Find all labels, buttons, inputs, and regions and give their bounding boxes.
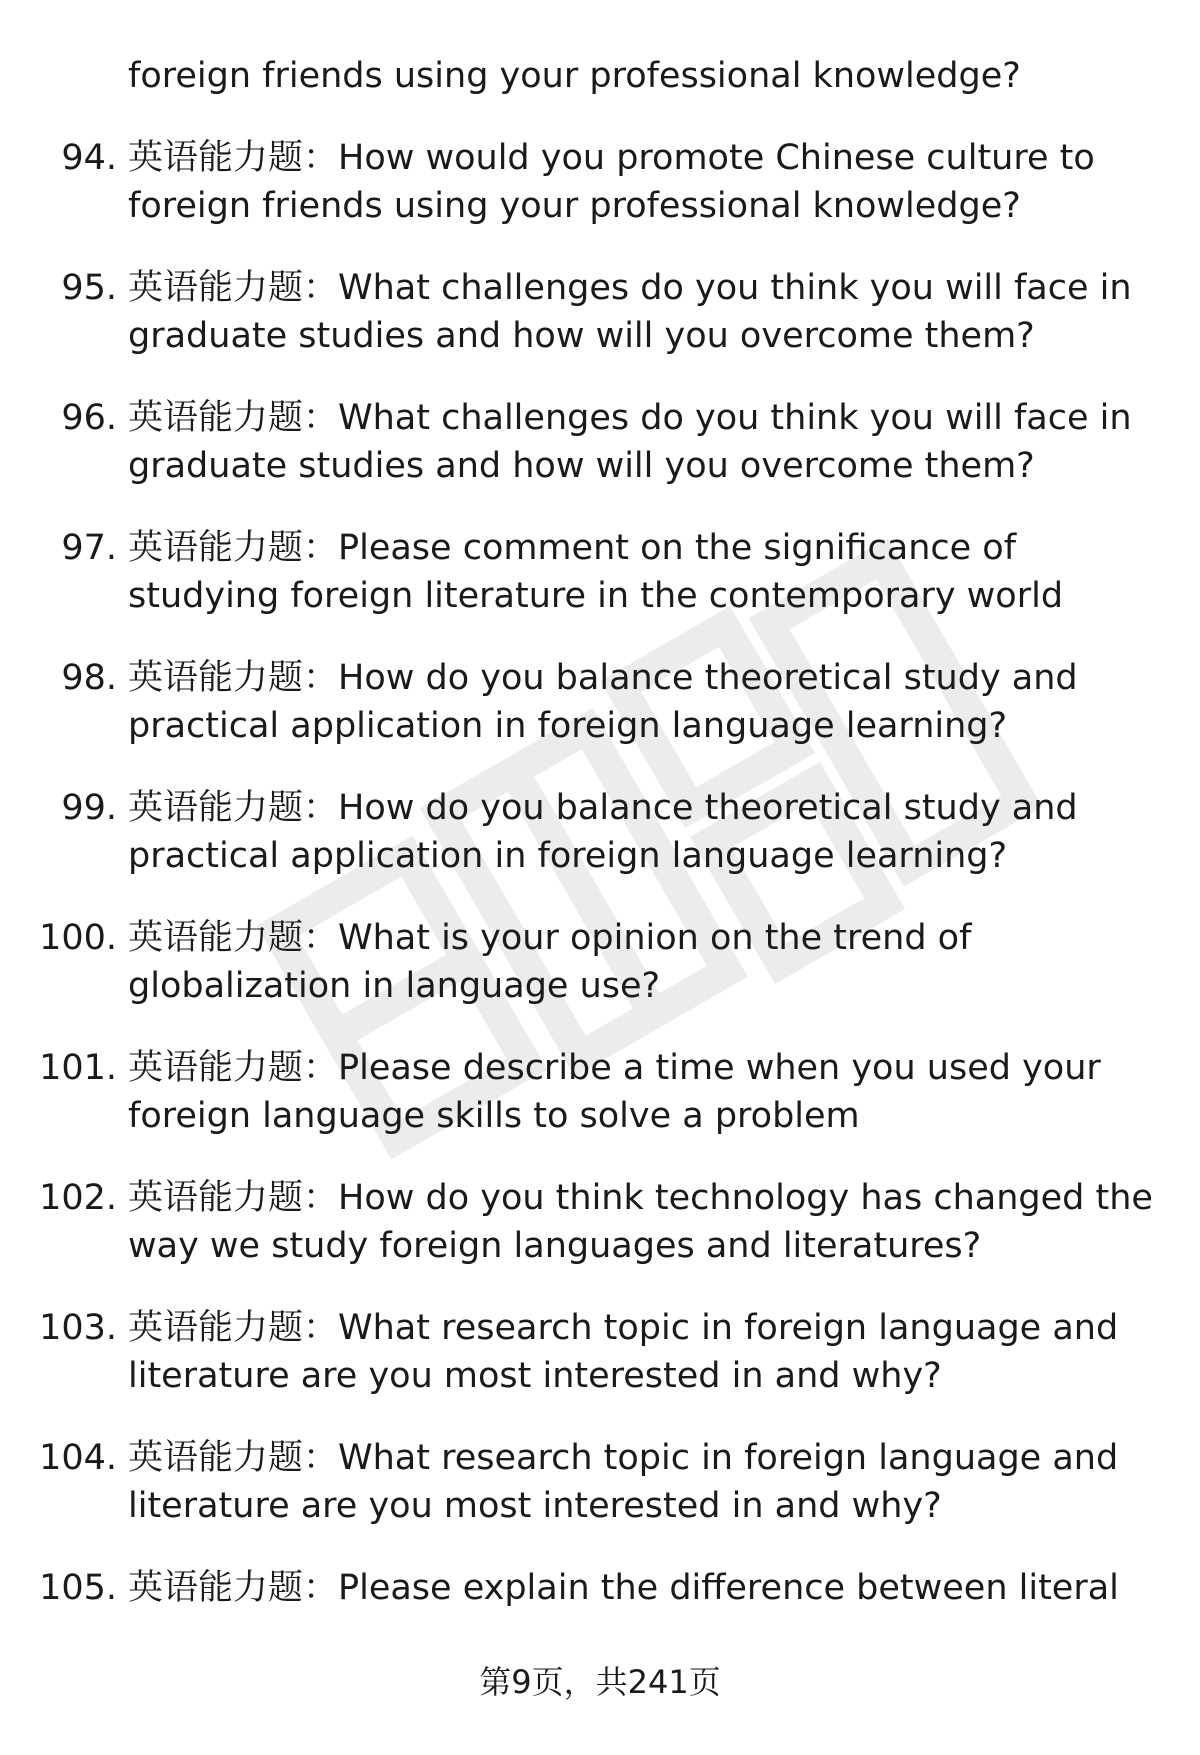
item-text-line: 英语能力题：How do you think technology has changed the [128, 1178, 1153, 1218]
item-number: 95. [61, 268, 117, 308]
list-item [0, 1304, 1200, 1400]
item-text [128, 784, 1173, 880]
item-number: 99. [61, 788, 117, 828]
item-text-line: 英语能力题：Please comment on the significance of [128, 528, 1017, 568]
item-text [128, 654, 1173, 750]
list-item [0, 134, 1200, 230]
item-text [128, 1434, 1173, 1530]
item-text [128, 914, 1173, 1010]
list-item [0, 914, 1200, 1010]
list-item [0, 524, 1200, 620]
question-list [0, 52, 1200, 1646]
item-text-line: 英语能力题：How do you balance theoretical study and [128, 658, 1078, 698]
list-item [0, 654, 1200, 750]
item-text [128, 1564, 1173, 1612]
item-text [128, 264, 1173, 360]
item-text-line: literature are you most interested in and why? [128, 1356, 942, 1396]
item-text-line: literature are you most interested in and why? [128, 1486, 942, 1526]
item-text [128, 1044, 1173, 1140]
item-text-line: practical application in foreign language learning? [128, 706, 1008, 746]
item-number: 104. [39, 1438, 117, 1478]
item-text-line: 英语能力题：Please explain the difference between literal [128, 1568, 1119, 1608]
item-text-line: 英语能力题：Please describe a time when you used your [128, 1048, 1101, 1088]
item-text-line: foreign friends using your professional knowledge? [128, 186, 1021, 226]
list-item [0, 1174, 1200, 1270]
item-text-line: 英语能力题：What challenges do you think you will face in [128, 268, 1132, 308]
item-text-line: 英语能力题：What is your opinion on the trend of [128, 918, 972, 958]
item-text [128, 134, 1173, 230]
item-text-line: way we study foreign languages and literatures? [128, 1226, 982, 1266]
item-text-line: studying foreign literature in the contemporary world [128, 576, 1064, 616]
list-item [0, 264, 1200, 360]
item-number: 96. [61, 398, 117, 438]
item-number: 102. [39, 1178, 117, 1218]
item-number: 103. [39, 1308, 117, 1348]
item-text-line: 英语能力题：What research topic in foreign language and [128, 1308, 1119, 1348]
list-item [0, 1564, 1200, 1612]
list-item [0, 1044, 1200, 1140]
item-text [128, 394, 1173, 490]
item-number: 105. [39, 1568, 117, 1608]
item-number: 101. [39, 1048, 117, 1088]
item-text-line: foreign language skills to solve a problem [128, 1096, 860, 1136]
item-text-line: practical application in foreign language learning? [128, 836, 1008, 876]
list-item [0, 1434, 1200, 1530]
page-footer: 第9页，共241页 [479, 1663, 721, 1701]
item-text-line: 英语能力题：How would you promote Chinese culture to [128, 138, 1095, 178]
item-number: 98. [61, 658, 117, 698]
item-text-line: graduate studies and how will you overcome them? [128, 316, 1035, 356]
list-item [0, 784, 1200, 880]
item-text [128, 1174, 1173, 1270]
item-text [128, 1304, 1173, 1400]
item-text-line: 英语能力题：What research topic in foreign language and [128, 1438, 1119, 1478]
item-number: 100. [39, 918, 117, 958]
item-text-line: graduate studies and how will you overcome them? [128, 446, 1035, 486]
item-text-line: 英语能力题：How do you balance theoretical study and [128, 788, 1078, 828]
item-text-line: 英语能力题：What challenges do you think you will face in [128, 398, 1132, 438]
item-number: 97. [61, 528, 117, 568]
item-number: 94. [61, 138, 117, 178]
continued-text: foreign friends using your professional knowledge? [128, 56, 1021, 96]
list-item [0, 394, 1200, 490]
item-text-line: globalization in language use? [128, 966, 661, 1006]
item-text [128, 524, 1173, 620]
